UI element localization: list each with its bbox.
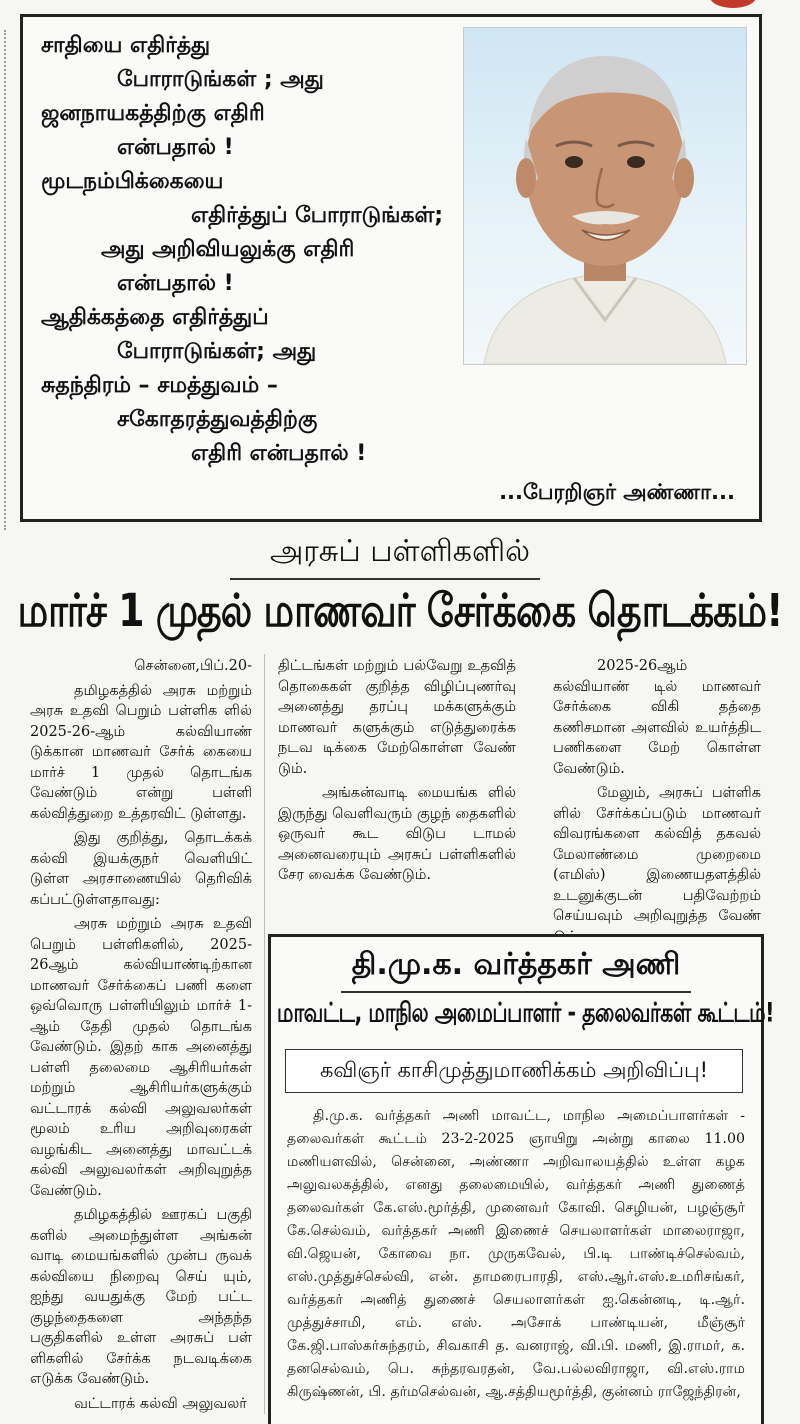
quote-line: அது அறிவியலுக்கு எதிரி [101, 237, 355, 262]
main-headline: மார்ச் 1 முதல் மாணவர் சேர்க்கை தொடக்கம்! [17, 584, 783, 637]
dateline: சென்னை,பிப்.20- [134, 658, 252, 674]
article-paragraph: தமிழகத்தில் ஊரகப் பகுதி களில் அமைந்துள்ள அங்கன் வாடி மையங்களில் முன்ப ருவக் கல்வியை நிறைவு செய் யும், ஐந்து வயதுக்கு மேற் பட்ட குழந்தைகளை அந்தந்த பகுதிகளில் உள்ள அரசுப் பள் ளிகளில் சேர்க்க நடவடிக்கை எடுக்க வேண்டும். [30, 1207, 252, 1387]
quote-line: ஜனநாயகத்திற்கு எதிரி [41, 101, 265, 126]
quote-line: போராடுங்கள்; அது [117, 339, 317, 364]
quote-signature: ...பேரறிஞர் அண்ணா... [499, 480, 735, 504]
quote-line: ஆதிக்கத்தை எதிர்த்துப் [41, 305, 269, 330]
quote-line: என்பதால் ! [117, 135, 234, 160]
article-column-1 [30, 656, 252, 1416]
quote-line: என்பதால் ! [117, 271, 234, 296]
quote-line: மூடநம்பிக்கையை [41, 169, 224, 194]
dotted-margin-line [4, 30, 8, 530]
kicker-rule [230, 578, 540, 580]
dmk-announcement-box [268, 934, 774, 1424]
article-paragraph: திட்டங்கள் மற்றும் பல்வேறு உதவித் தொகைகள் குறித்த விழிப்புணர்வு அனைத்து தரப்பு மக்களுக்கும் மாணவர் களுக்கும் எடுத்துரைக்க நடவ டிக்கை மேற்கொள்ள வேண் டும். [278, 658, 516, 777]
article-paragraph: அங்கன்வாடி மையங்க ளில் இருந்து வெளிவரும் குழந் தைகளில் ஒருவர் கூட விடுப டாமல் அனைவரையும் அரசுப் பள்ளிகளில் சேர வைக்க வேண்டும். [278, 785, 516, 883]
anna-quote-box [20, 14, 762, 522]
article-paragraph: மேலும், அரசுப் பள்ளிக ளில் சேர்க்கப்படும் மாணவர் விவரங்களை கல்வித் தகவல் மேலாண்மை முறைமை (எமிஸ்) இணையதளத்தில் உடனுக்குடன் பதிவேற்றம் செய்யவும் அறிவுறுத்த வேண் [553, 785, 761, 924]
article-paragraph: வட்டாரக் கல்வி அலுவலர் [74, 1395, 247, 1412]
article-column-2 [278, 656, 516, 926]
article-paragraph: இது குறித்து, தொடக்கக் கல்வி இயக்குநர் வெளியிட் டுள்ள அரசாணையில் தெரிவிக் கப்பட்டுள்ளதாவது: [30, 830, 252, 908]
dmk-subtitle: மாவட்ட, மாநில அமைப்பாளர் - தலைவர்கள் கூட்டம்! [277, 997, 774, 1029]
article-paragraph: தமிழகத்தில் அரசு மற்றும் அரசு உதவி பெறும் பள்ளிக ளில் 2025-26-ஆம் கல்வியாண் டுக்கான மாணவர் சேர்க் கையை மார்ச் 1 முதல் தொடங்க வேண்டும் என்று பள்ளி கல்வித்துறை உத்தரவிட் டுள்ளது. [30, 682, 252, 822]
dmk-credit-banner: கவிஞர் காசிமுத்துமாணிக்கம் அறிவிப்பு! [285, 1049, 743, 1093]
quote-line: எதிர்த்துப் போராடுங்கள்; [191, 203, 444, 228]
quote-line: போராடுங்கள் ; அது [117, 67, 324, 92]
dmk-title: தி.மு.க. வர்த்தகர் அணி [351, 947, 681, 982]
top-red-ornament [710, 0, 756, 8]
quote-line: எதிரி என்பதால் ! [191, 441, 367, 466]
column-rule [264, 654, 265, 1414]
quote-text [41, 29, 481, 471]
portrait-illustration [464, 28, 746, 364]
dmk-title-rule [341, 991, 691, 993]
quote-line: சகோதரத்துவத்திற்கு [117, 407, 318, 432]
quote-line: சுதந்திரம் – சமத்துவம் – [41, 373, 278, 398]
anna-portrait [463, 27, 747, 365]
dmk-body-text: தி.மு.க. வர்த்தகர் அணி மாவட்ட, மாநில அமைப்பாளர்கள் - தலைவர்கள் கூட்டம் 23-2-2025 ஞாயிறு அன்று காலை 11.00 மணியளவில், சென்னை, அண்ணா அறிவாலயத்தில் உள்ள கழக அலுவலகத்தில், எனது தலைமையில், வர்த்தகர் அணி துணைத் தலைவர்கள் கே.எஸ்.மூர்த்தி, முனைவர் கோவி. செழியன், பழஞ்சூர் கே.செல்வம், வர்த்தகர் அணி இணைச் செயலாளர்கள் மாலைராஜா, வி.ஜெயன், கோவை நா. முருகவேல், பி.டி பாண்டிச்செல்வம், எஸ்.முத்துச்செல்வி, என். தாமரைபாரதி, எஸ்.ஆர்.எஸ்.உமரிசங்கர், வர்த்தகர் அணித் துணைச் செயலாளர்கள் ஐ.கென்னடி, டி.ஆர். முத்துச்சாமி, எம். எஸ். அசோக் பாண்டியன், மீஞ்சூர் கே.ஜி.பாஸ்கர்சுந்தரம், சிவகாசி த. வனராஜ், வி.பி. மணி, இ.ராமர், க. தனசெல்வம், பெ. சுந்தரவரதன், வே.பல்லவிராஜா, வி.எஸ்.ராம கிருஷ்ணன், பி. தர்மசெல்வன், ஆ.சத்தியமூர்த்தி, குன்னம் ராஜேந்திரன், [287, 1108, 745, 1400]
dmk-body [287, 1105, 745, 1423]
article-paragraph: அரசு மற்றும் அரசு உதவி பெறும் பள்ளிகளில், 2025-26ஆம் கல்வியாண்டிற்கான மாணவர் சேர்க்கைப் பணி களை ஒவ்வொரு பள்ளியிலும் மார்ச் 1-ஆம் தேதி முதல் தொடங்க வேண்டும். இதற் காக அனைத்து பள்ளி தலைமை ஆசிரியர்கள் மற்றும் ஆசிரியர்களுக்கும் வட்டாரக் கல்வி அலுவலர்கள் மூலம் உரிய அறிவுரைகள் வழங்கிட அனைத்து மாவட்டக் கல்வி அலுவலர்கள் அறிவுறுத்த வேண்டும். [30, 916, 252, 1199]
article-paragraph: 2025-26ஆம் கல்வியாண் டில் மாணவர் சேர்க்கை விகி தத்தை கணிசமான அளவில் உயர்த்திட பணிகளை மேற் கொள்ள வேண்டும். [553, 658, 761, 777]
article-column-3 [553, 656, 761, 926]
headline-kicker: அரசுப் பள்ளிகளில் [269, 534, 531, 569]
quote-line: சாதியை எதிர்த்து [41, 33, 211, 58]
